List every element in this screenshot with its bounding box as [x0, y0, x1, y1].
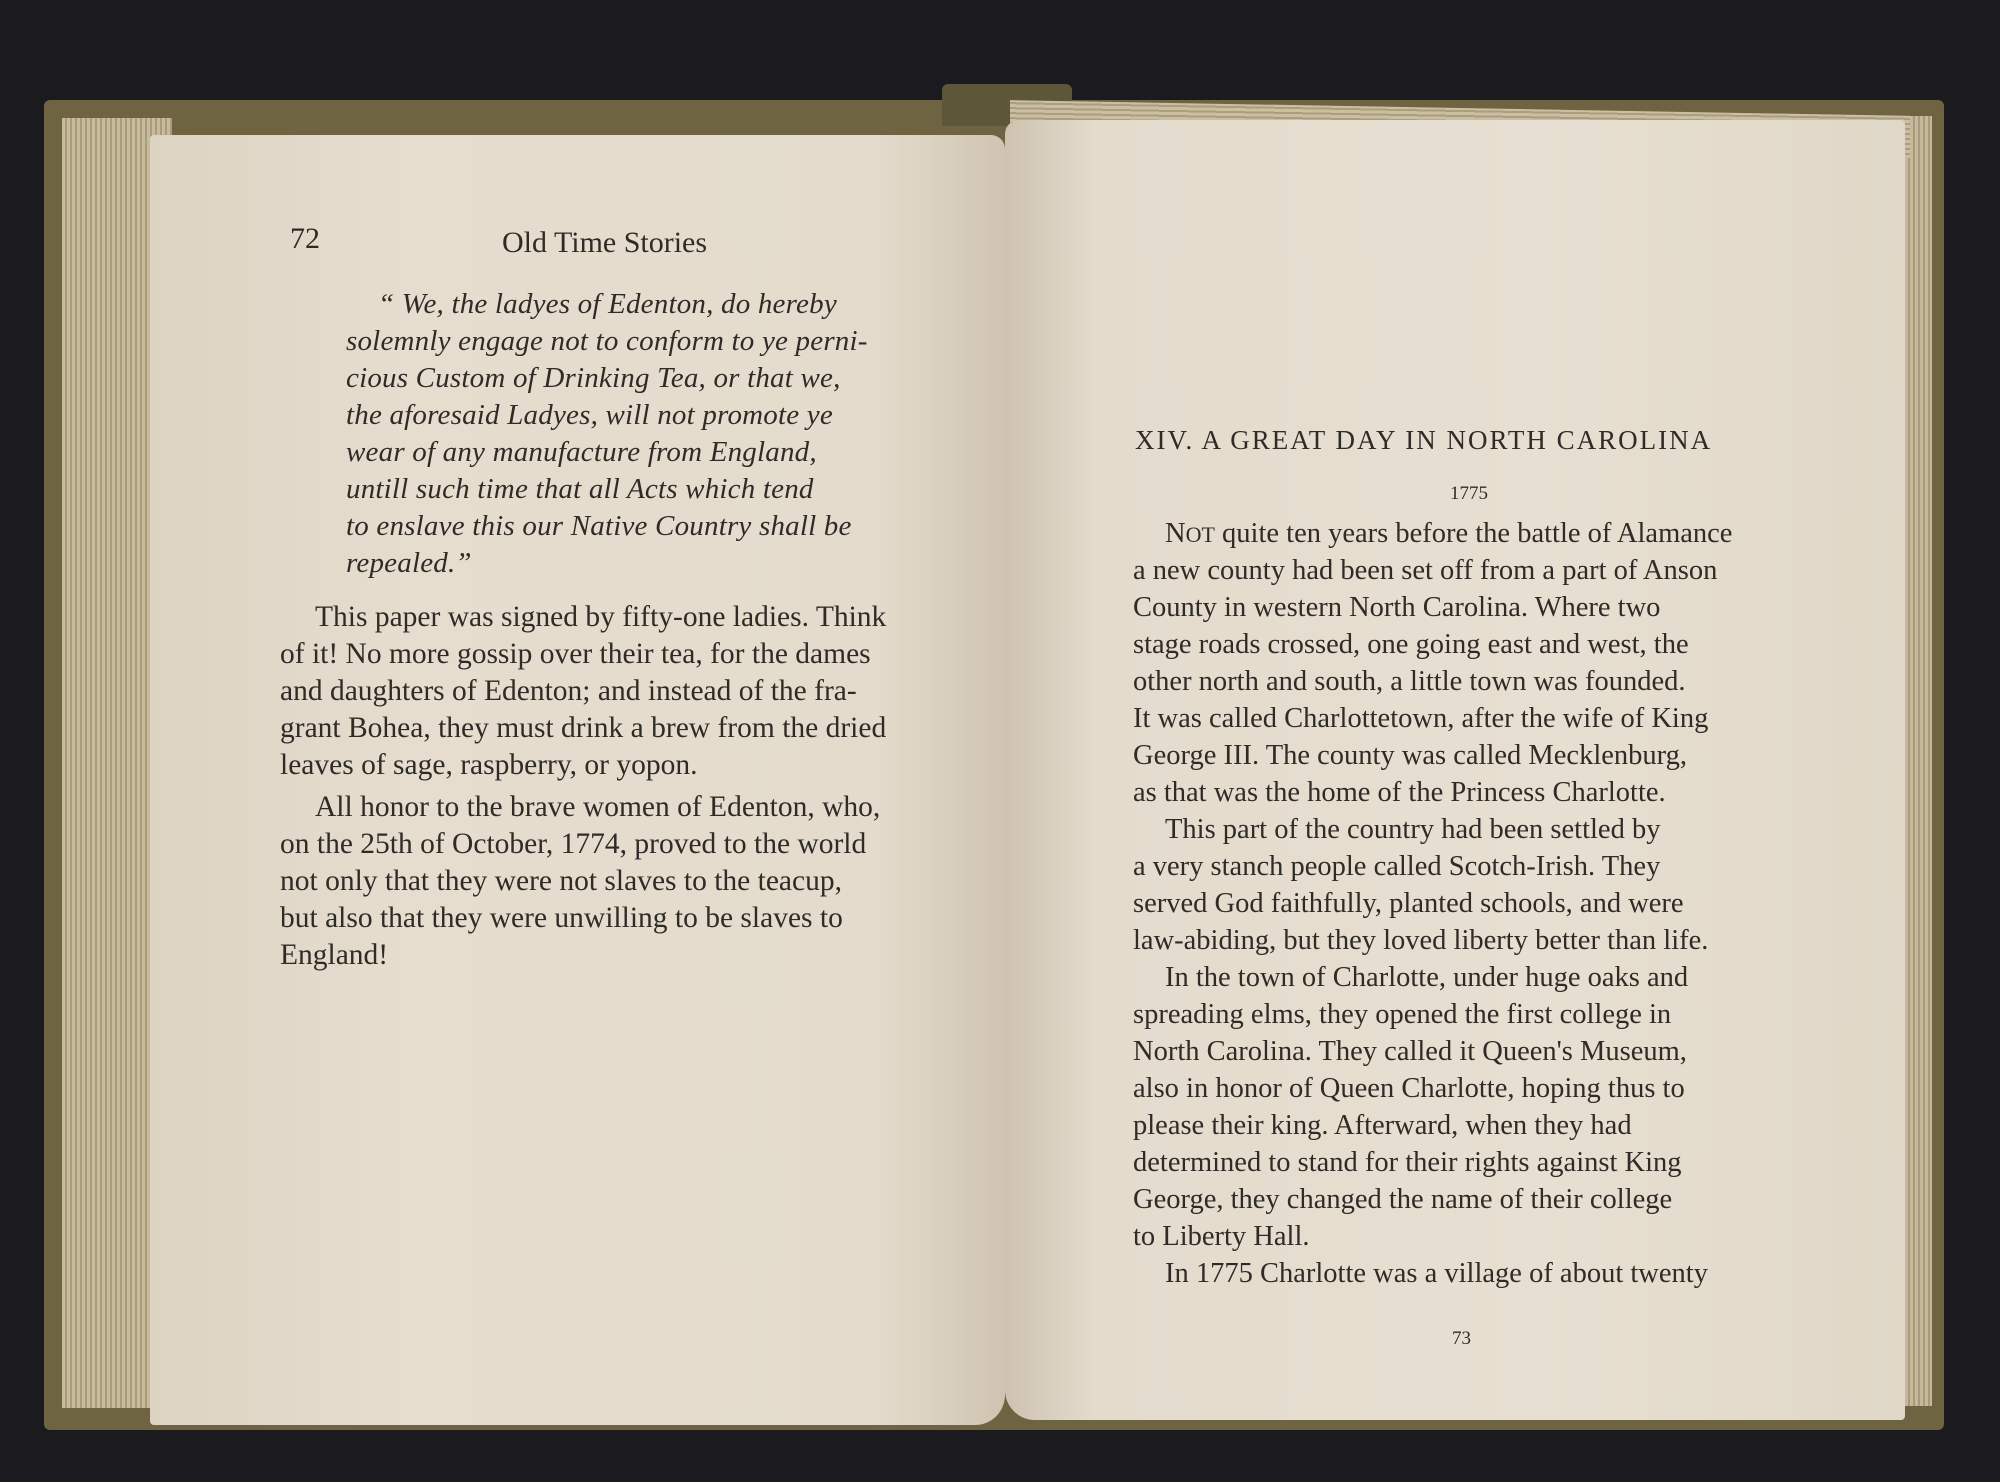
text-line: In 1775 Charlotte was a village of about twenty — [1165, 1258, 1708, 1289]
text-line: on the 25th of October, 1774, proved to the world — [280, 828, 867, 860]
page-number-left: 72 — [290, 222, 320, 255]
right-page — [1005, 120, 1905, 1420]
text-line: All honor to the brave women of Edenton, who, — [315, 791, 881, 823]
left-page — [150, 135, 1005, 1425]
line-rest: quite ten years before the battle of Alamance — [1214, 518, 1733, 549]
text-line: served God faithfully, planted schools, and were — [1133, 888, 1684, 919]
text-line: a new county had been set off from a part of Anson — [1133, 555, 1718, 586]
text-line: leaves of sage, raspberry, or yopon. — [280, 749, 698, 781]
small-caps-word: OT — [1185, 522, 1215, 547]
running-title: Old Time Stories — [502, 226, 708, 259]
text-line: other north and south, a little town was founded. — [1133, 666, 1686, 697]
drop-initial: N — [1165, 518, 1186, 549]
chapter-year: 1775 — [1450, 483, 1488, 504]
text-line: stage roads crossed, one going east and west, the — [1133, 629, 1689, 660]
quote-line: solemnly engage not to conform to ye perni- — [346, 325, 868, 357]
text-line: George, they changed the name of their college — [1133, 1184, 1673, 1215]
text-line: but also that they were unwilling to be slaves to — [280, 902, 843, 934]
quote-line: cious Custom of Drinking Tea, or that we, — [346, 362, 841, 394]
text-line: England! — [280, 939, 389, 971]
text-line: to Liberty Hall. — [1133, 1221, 1310, 1252]
text-line: County in western North Carolina. Where two — [1133, 592, 1661, 623]
text-line: spreading elms, they opened the first college in — [1133, 999, 1672, 1030]
text-line: It was called Charlottetown, after the wife of King — [1133, 703, 1709, 734]
text-line: of it! No more gossip over their tea, for the dames — [280, 638, 871, 670]
text-line: also in honor of Queen Charlotte, hoping thus to — [1133, 1073, 1685, 1104]
quote-line: the aforesaid Ladyes, will not promote ye — [346, 399, 833, 431]
text-line: grant Bohea, they must drink a brew from the dried — [280, 712, 887, 744]
text-line: and daughters of Edenton; and instead of the fra- — [280, 675, 857, 707]
quote-line: repealed.” — [346, 547, 472, 579]
quote-line: to enslave this our Native Country shall be — [346, 510, 852, 542]
text-line — [1165, 518, 1732, 550]
text-line: not only that they were not slaves to the teacup, — [280, 865, 842, 897]
quote-line: “ We, the ladyes of Edenton, do hereby — [378, 288, 837, 320]
text-line: This part of the country had been settled by — [1165, 814, 1661, 845]
text-line: please their king. Afterward, when they had — [1133, 1110, 1632, 1141]
text-line: North Carolina. They called it Queen's Museum, — [1133, 1036, 1687, 1067]
page-number-right: 73 — [1452, 1328, 1471, 1349]
text-line: This paper was signed by fifty-one ladies. Think — [315, 601, 887, 633]
quote-line: untill such time that all Acts which tend — [346, 473, 814, 505]
quote-line: wear of any manufacture from England, — [346, 436, 817, 468]
text-line: determined to stand for their rights against King — [1133, 1147, 1682, 1178]
text-line: as that was the home of the Princess Charlotte. — [1133, 777, 1666, 808]
text-line: George III. The county was called Mecklenburg, — [1133, 740, 1687, 771]
chapter-heading: XIV. A GREAT DAY IN NORTH CAROLINA — [1135, 425, 1713, 455]
text-line: law-abiding, but they loved liberty better than life. — [1133, 925, 1709, 956]
text-line: a very stanch people called Scotch-Irish. They — [1133, 851, 1661, 882]
text-line: In the town of Charlotte, under huge oaks and — [1165, 962, 1689, 993]
